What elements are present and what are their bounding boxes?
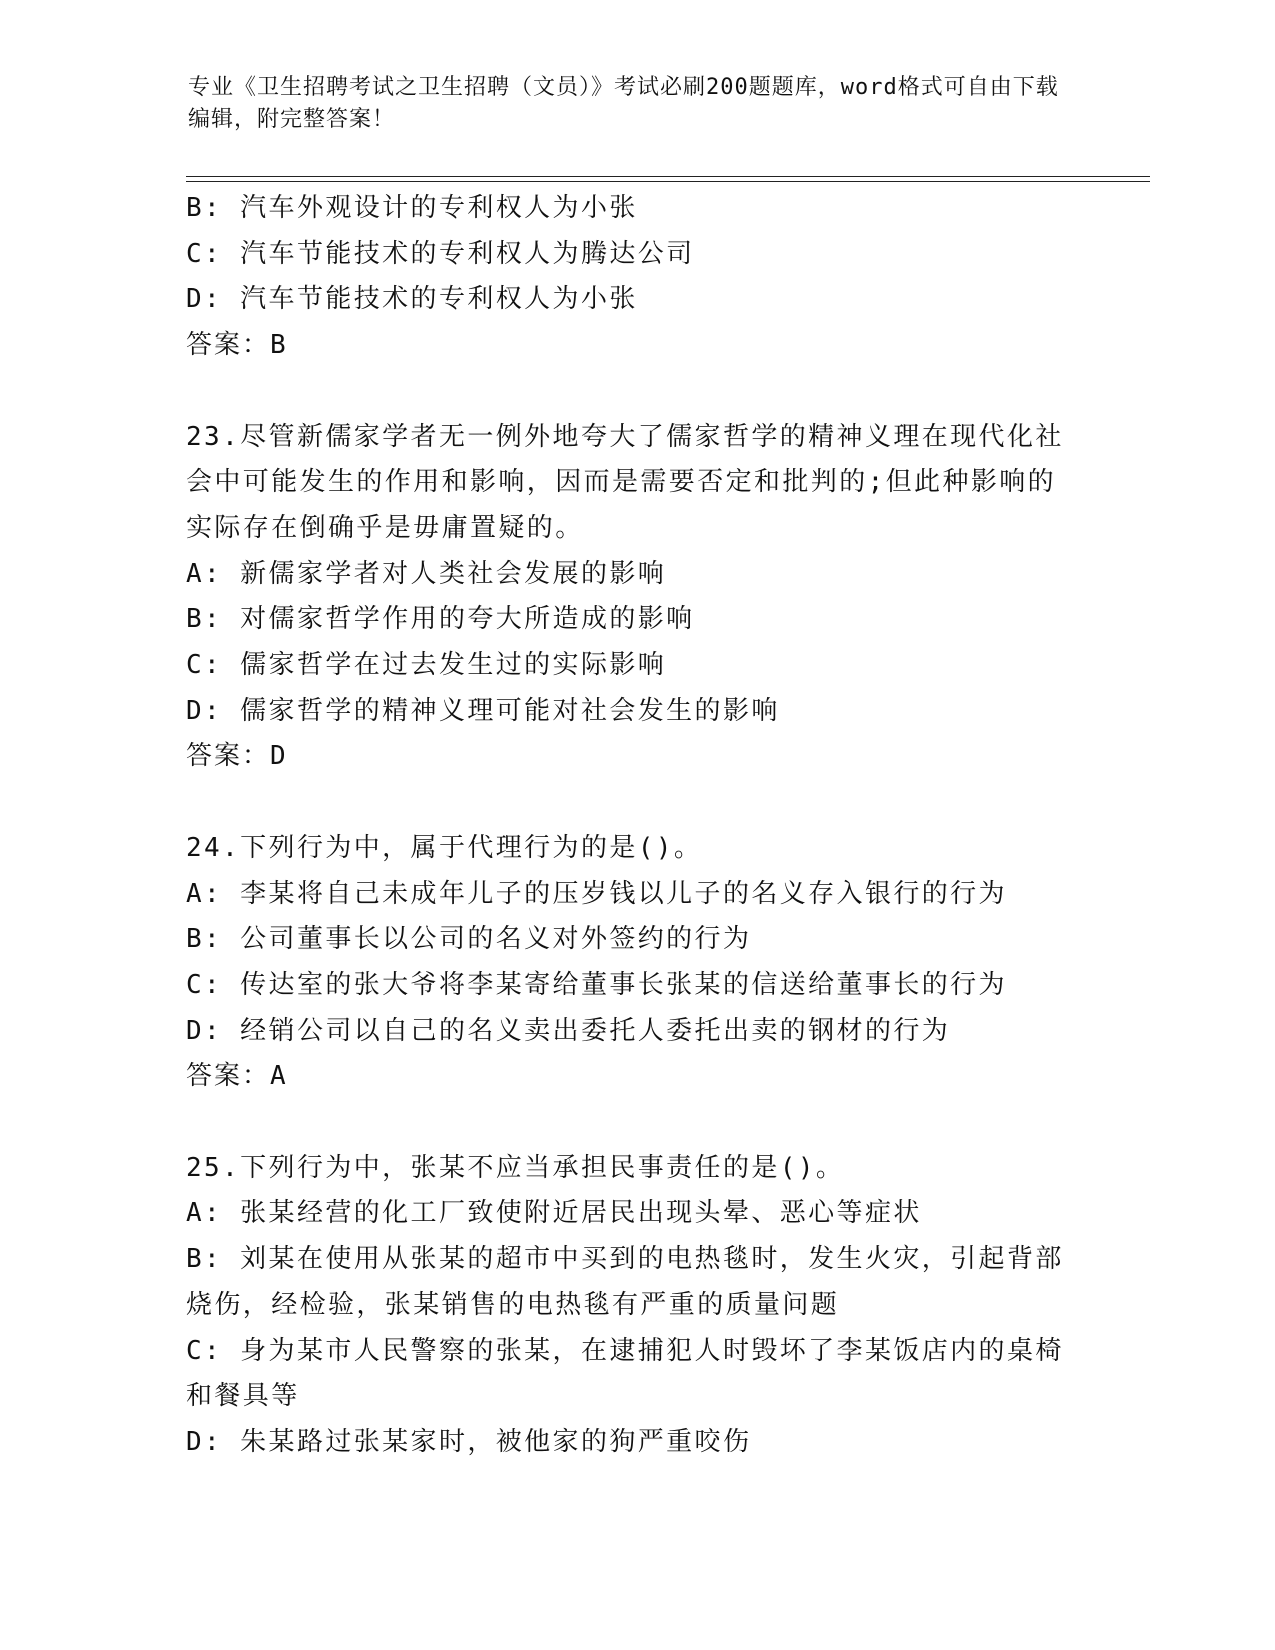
document-title: 专业《卫生招聘考试之卫生招聘（文员）》考试必刷200题题库，word格式可自由下载编辑，附完整答案！	[188, 75, 1059, 132]
question-23	[186, 415, 1076, 781]
option-b: B: 对儒家哲学作用的夸大所造成的影响	[186, 604, 695, 635]
option-c: C: 传达室的张大爷将李某寄给董事长张某的信送给董事长的行为	[186, 969, 1007, 1000]
option-d: D: 朱某路过张某家时，被他家的狗严重咬伤	[186, 1426, 752, 1457]
spacer	[186, 369, 1076, 415]
question-stem: 23.尽管新儒家学者无一例外地夸大了儒家哲学的精神义理在现代化社会中可能发生的作用和影响，因而是需要否定和批判的;但此种影响的实际存在倒确乎是毋庸置疑的。	[186, 421, 1064, 543]
option-c: C: 汽车节能技术的专利权人为腾达公司	[186, 238, 695, 269]
document-body	[186, 186, 1076, 1466]
question-25	[186, 1146, 1076, 1466]
option-b: B: 公司董事长以公司的名义对外签约的行为	[186, 924, 752, 955]
option-d: D: 儒家哲学的精神义理可能对社会发生的影响	[186, 695, 780, 726]
spacer	[186, 1100, 1076, 1146]
document-header	[188, 72, 1068, 136]
option-d: D: 汽车节能技术的专利权人为小张	[186, 284, 638, 315]
option-a: A: 李某将自己未成年儿子的压岁钱以儿子的名义存入银行的行为	[186, 878, 1007, 909]
answer: 答案：B	[186, 330, 288, 361]
option-c: C: 儒家哲学在过去发生过的实际影响	[186, 650, 667, 681]
question-stem: 24.下列行为中，属于代理行为的是()。	[186, 832, 703, 863]
question-stem: 25.下列行为中，张某不应当承担民事责任的是()。	[186, 1152, 845, 1183]
option-d: D: 经销公司以自己的名义卖出委托人委托出卖的钢材的行为	[186, 1015, 951, 1046]
question-22	[186, 186, 1076, 369]
answer: 答案：A	[186, 1061, 288, 1092]
header-divider	[186, 176, 1150, 182]
option-b: B: 刘某在使用从张某的超市中买到的电热毯时，发生火灾，引起背部烧伤，经检验，张某销售的电热毯有严重的质量问题	[186, 1244, 1064, 1320]
option-b: B: 汽车外观设计的专利权人为小张	[186, 193, 638, 223]
option-a: A: 新儒家学者对人类社会发展的影响	[186, 558, 667, 589]
answer: 答案：D	[186, 741, 288, 772]
spacer	[186, 780, 1076, 826]
option-a: A: 张某经营的化工厂致使附近居民出现头晕、恶心等症状	[186, 1198, 922, 1229]
question-24	[186, 826, 1076, 1100]
option-c: C: 身为某市人民警察的张某，在逮捕犯人时毁坏了李某饭店内的桌椅和餐具等	[186, 1335, 1064, 1412]
